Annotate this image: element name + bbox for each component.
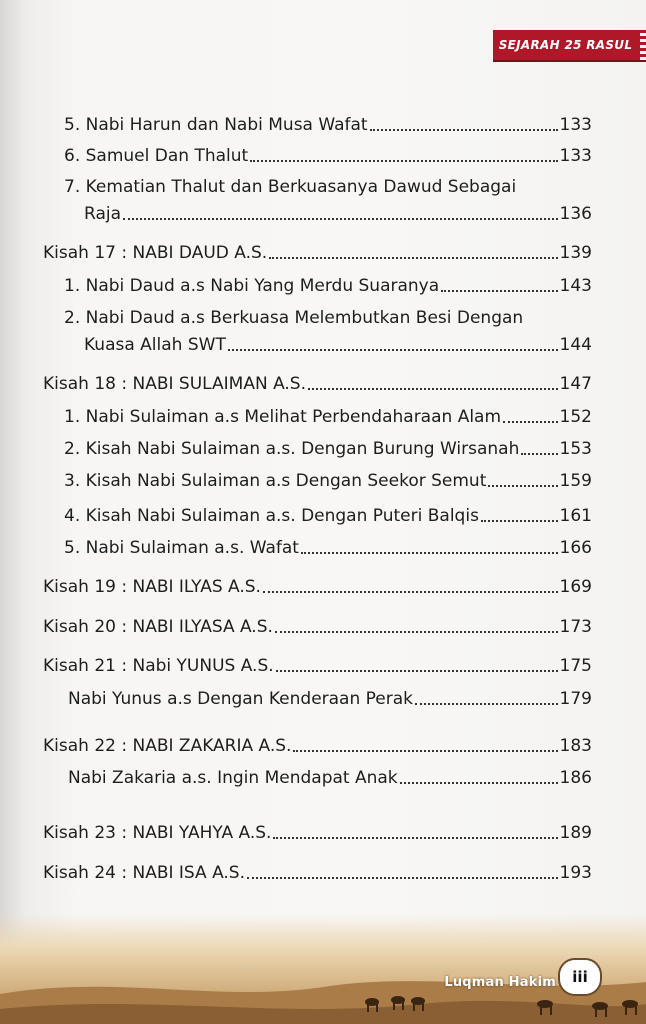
toc-leader-dots	[273, 822, 557, 839]
toc-entry-title: Kisah 19 : NABI ILYAS A.S.	[43, 577, 261, 597]
toc-leader-dots	[301, 537, 558, 554]
toc-entry-title: Kisah 18 : NABI SULAIMAN A.S.	[43, 374, 307, 394]
toc-chapter-entry[interactable]	[43, 616, 592, 638]
toc-entry-title-line1: 2. Nabi Daud a.s Berkuasa Melembutkan Besi Dengan	[64, 308, 524, 328]
toc-entry-title: Kisah 24 : NABI ISA A.S.	[43, 863, 245, 883]
toc-leader-dots	[370, 114, 558, 131]
toc-entry-page: 133	[559, 146, 592, 166]
toc-entry-page: 186	[559, 768, 592, 788]
toc-entry-page: 133	[559, 115, 592, 135]
toc-leader-dots	[308, 373, 558, 390]
toc-leader-dots	[228, 334, 558, 351]
toc-entry-page: 173	[559, 617, 592, 637]
toc-entry-title: 1. Nabi Sulaiman a.s Melihat Perbendaharaan Alam	[64, 407, 502, 427]
toc-entry-page: 144	[559, 335, 592, 355]
toc-entry-title-line1: 7. Kematian Thalut dan Berkuasanya Dawud Sebagai	[64, 177, 517, 197]
toc-entry-page: 136	[559, 204, 592, 224]
toc-entry-page: 152	[559, 407, 592, 427]
toc-entry-title: Kisah 22 : NABI ZAKARIA A.S.	[43, 736, 292, 756]
toc-entry-page: 161	[559, 506, 592, 526]
toc-entry[interactable]	[64, 505, 592, 527]
toc-leader-dots	[275, 616, 558, 633]
toc-entry-page: 159	[559, 471, 592, 491]
section-header-label: SEJARAH 25 RASUL	[498, 38, 633, 52]
toc-entry[interactable]	[64, 275, 592, 297]
toc-chapter-entry[interactable]	[43, 822, 592, 844]
toc-entry-title: 2. Kisah Nabi Sulaiman a.s. Dengan Burung Wirsanah	[64, 439, 520, 459]
toc-entry-title: Kuasa Allah SWT	[84, 335, 226, 355]
toc-entry-title: Nabi Zakaria a.s. Ingin Mendapat Anak	[68, 768, 398, 788]
toc-leader-dots	[123, 203, 558, 220]
toc-entry-page: 153	[559, 439, 592, 459]
toc-entry-title: 1. Nabi Daud a.s Nabi Yang Merdu Suaranya	[64, 276, 440, 296]
toc-entry[interactable]	[64, 406, 592, 428]
section-header-tab	[493, 30, 646, 62]
toc-entry-title: 3. Kisah Nabi Sulaiman a.s Dengan Seekor Semut	[64, 471, 487, 491]
header-tab-notch	[640, 30, 646, 60]
desert-dunes-illustration	[0, 964, 646, 1024]
toc-entry[interactable]	[64, 114, 592, 136]
toc-entry-title: Kisah 20 : NABI ILYASA A.S.	[43, 617, 273, 637]
toc-entry[interactable]	[68, 767, 592, 789]
toc-entry-title: Kisah 23 : NABI YAHYA A.S.	[43, 823, 272, 843]
page-number-badge: iii	[558, 958, 602, 996]
toc-entry-title: Raja	[84, 204, 121, 224]
toc-entry-page: 166	[559, 538, 592, 558]
toc-entry-title: 5. Nabi Sulaiman a.s. Wafat	[64, 538, 299, 558]
toc-leader-dots	[247, 862, 558, 879]
toc-leader-dots	[521, 438, 557, 455]
toc-leader-dots	[293, 735, 557, 752]
toc-entry-page: 169	[559, 577, 592, 597]
toc-entry-title: Kisah 17 : NABI DAUD A.S.	[43, 243, 268, 263]
toc-leader-dots	[400, 767, 558, 784]
publisher-name: Luqman Hakim	[444, 975, 556, 990]
toc-leader-dots	[263, 576, 558, 593]
toc-entry-page: 189	[559, 823, 592, 843]
toc-entry-title: 4. Kisah Nabi Sulaiman a.s. Dengan Puteri Balqis	[64, 506, 479, 526]
toc-leader-dots	[441, 275, 557, 292]
toc-entry[interactable]	[64, 537, 592, 559]
toc-entry[interactable]	[68, 688, 592, 710]
toc-leader-dots	[488, 470, 557, 487]
toc-entry[interactable]	[84, 334, 592, 356]
toc-entry-page: 139	[559, 243, 592, 263]
toc-entry-page: 147	[559, 374, 592, 394]
toc-chapter-entry[interactable]	[43, 373, 592, 395]
toc-chapter-entry[interactable]	[43, 735, 592, 757]
toc-leader-dots	[415, 688, 558, 705]
toc-entry-page: 143	[559, 276, 592, 296]
toc-entry-page: 193	[559, 863, 592, 883]
toc-chapter-entry[interactable]	[43, 655, 592, 677]
toc-entry-title: 5. Nabi Harun dan Nabi Musa Wafat	[64, 115, 368, 135]
toc-entry[interactable]	[64, 145, 592, 167]
toc-leader-dots	[503, 406, 558, 423]
desert-footer-banner	[0, 914, 646, 1024]
toc-chapter-entry[interactable]	[43, 576, 592, 598]
toc-entry[interactable]	[84, 203, 592, 225]
toc-leader-dots	[250, 145, 557, 162]
toc-leader-dots	[276, 655, 558, 672]
toc-leader-dots	[269, 242, 557, 259]
toc-entry[interactable]	[64, 438, 592, 460]
toc-leader-dots	[481, 505, 558, 522]
toc-entry-page: 179	[559, 689, 592, 709]
toc-entry[interactable]	[64, 470, 592, 492]
toc-entry-page: 183	[559, 736, 592, 756]
toc-chapter-entry[interactable]	[43, 862, 592, 884]
toc-entry-title: Kisah 21 : Nabi YUNUS A.S.	[43, 656, 274, 676]
toc-entry-title: 6. Samuel Dan Thalut	[64, 146, 249, 166]
toc-chapter-entry[interactable]	[43, 242, 592, 264]
toc-entry-title: Nabi Yunus a.s Dengan Kenderaan Perak	[68, 689, 414, 709]
toc-entry-page: 175	[559, 656, 592, 676]
